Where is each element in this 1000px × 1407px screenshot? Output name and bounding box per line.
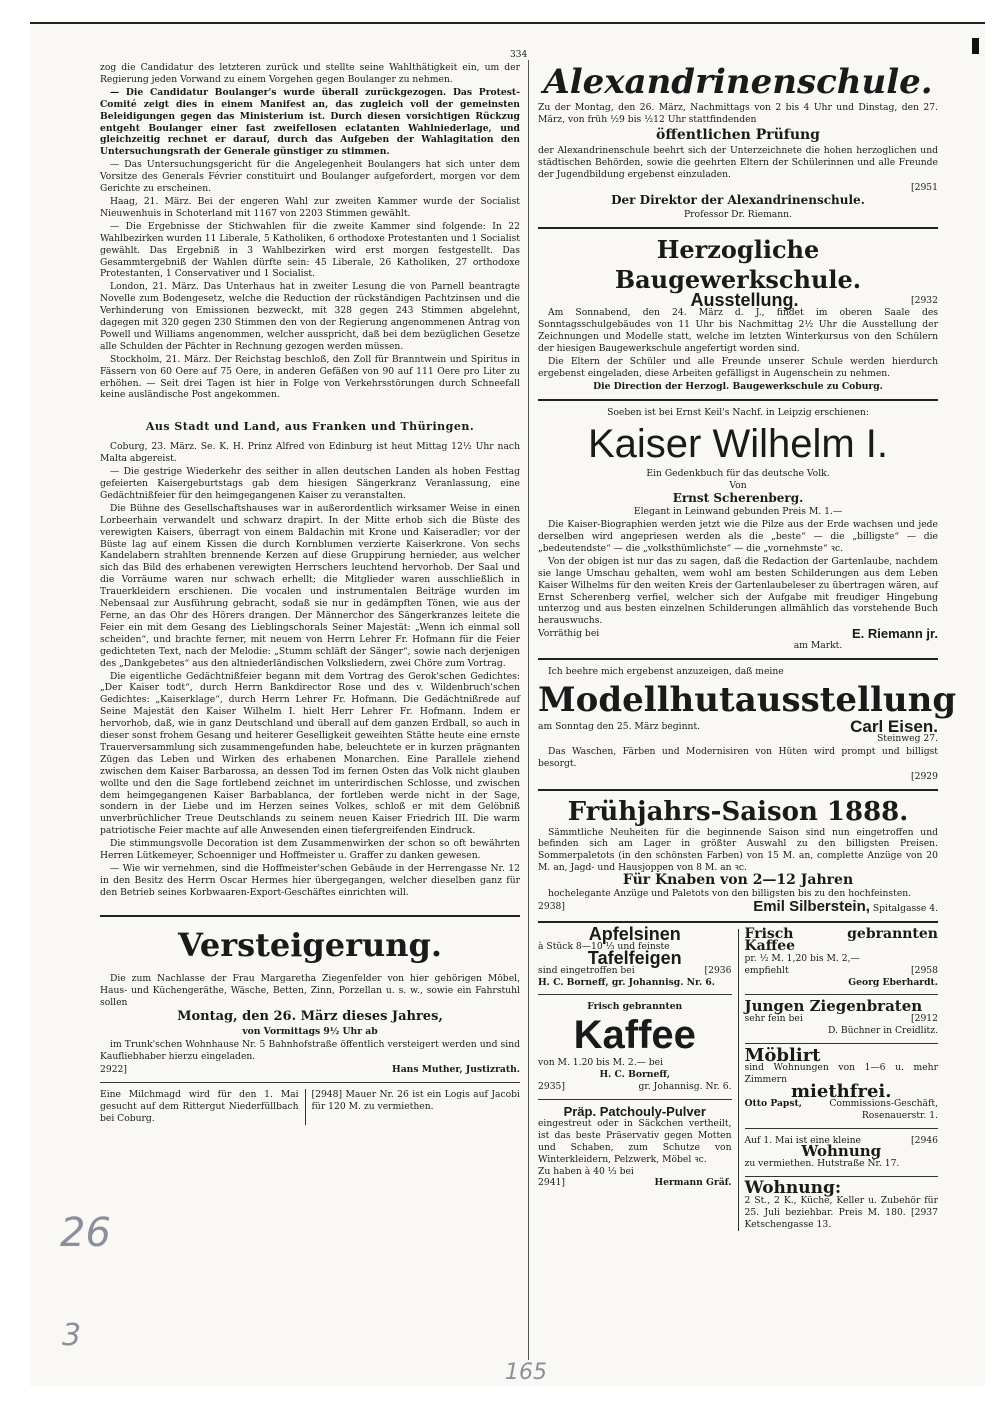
bottom-ads <box>100 1089 520 1125</box>
book-text2: Von der obigen ist nur das zu sagen, daß die Redaction der Gartenlaube, nachdem sie lange Umschau gehalten, wem wohl am besten Schilderungen aus dem Leben Kaiser Wilhelms für den weiten Kreis der Gartenlaubeleser zu übertragen wären, auf Ernst Scherenberg verfiel, welcher sich der Aufgabe mit freudiger Hingebung unterzog und aus besten einzelnen Schilderungen allmählich das vorstehende Buch herauswuchs. <box>538 555 938 627</box>
ad-rule <box>745 1128 939 1129</box>
hat-addr: Steinweg 27. <box>877 732 938 744</box>
ad-rule <box>745 1043 939 1044</box>
agent-text: Commissions-Geschäft, Rosenauerstr. 1. <box>829 1097 938 1121</box>
season-addr: Spitalgasse 4. <box>872 902 938 914</box>
coffee2-recommend: empfiehlt <box>744 964 789 976</box>
season-text: Sämmtliche Neuheiten für die beginnende Saison sind nun eingetroffen und befinden sich am Lager in größter Auswahl zu den billigsten Preisen. Sommerpaletots (in den schönsten Farben) von 15 M. an, complette Anzüge von 20 M. an, Jagd- und Hausjoppen von 8 M. an ꝛc. <box>538 826 938 874</box>
coffee-addr: gr. Johannisg. Nr. 6. <box>638 1081 732 1093</box>
book-price: Elegant in Leinwand gebunden Preis M. 1.— <box>633 506 843 518</box>
bauschule-subtitle: Ausstellung. <box>690 290 799 311</box>
small-ads-right <box>739 925 939 1231</box>
flat-text: Auf 1. Mai ist eine kleine <box>744 1134 861 1146</box>
agent-row <box>745 1098 939 1122</box>
goat-ref: [2912 <box>911 1013 938 1025</box>
patch-text: eingestreut oder in Säckchen vertheilt, ist das beste Präservativ gegen Motten und Schaben, zum Schutze von Winterkleidern, Pelzwerk, Möbel ꝛc. <box>538 1117 732 1165</box>
patch-title: Präp. Patchouly-Pulver <box>563 1104 706 1120</box>
coffee-intro: Frisch gebrannten <box>587 1001 683 1013</box>
patch-row <box>538 1177 732 1189</box>
ad-rule <box>745 1176 939 1177</box>
coffee-price: von M. 1.20 bis M. 2.— bei <box>538 1057 664 1069</box>
hat-name: Carl Eisen. <box>850 717 938 736</box>
local-paragraph: Coburg, 23. März. Se. K. H. Prinz Alfred von Edinburg ist heut Mittag 12½ Uhr nach Malta abgereist. <box>100 441 520 465</box>
bauschule-signer: Die Direction der Herzogl. Baugewerkschule zu Coburg. <box>593 380 883 392</box>
bauschule-ref: [2932 <box>911 295 938 307</box>
bauschule-text2: Die Eltern der Schüler und alle Freunde unserer Schule werden hierdurch ergebenst eingeladen, diese Arbeiten gefälligst in Augenschein zu nehmen. <box>538 355 938 379</box>
figs-title: Tafelfeigen <box>587 947 682 968</box>
flat-ref: [2946 <box>911 1134 938 1146</box>
left-column <box>100 62 520 1125</box>
school-text: Zu der Montag, den 26. März, Nachmittags von 2 bis 4 Uhr und Dinstag, den 27. März, von früh ½9 bis ½12 Uhr stattfindenden <box>538 102 938 125</box>
school-title: Alexandrinenschule. <box>543 62 933 102</box>
flat-title: Wohnung <box>801 1142 882 1161</box>
right-column <box>538 62 957 1231</box>
auction-ad <box>100 925 520 1076</box>
coffee-ref: 2935] <box>538 1081 565 1093</box>
school-prof: Professor Dr. Riemann. <box>683 209 793 221</box>
ad-rule <box>538 921 938 923</box>
agent-name: Otto Papst, <box>744 1097 802 1109</box>
coffee2-seller: Georg Eberhardt. <box>848 976 938 988</box>
auction-date: Montag, den 26. März dieses Jahres, <box>177 1009 443 1025</box>
goat-text: sehr fein bei <box>744 1013 803 1025</box>
coffee-row <box>538 1081 732 1093</box>
book-seller-loc: am Markt. <box>793 640 843 652</box>
furnished-title: Möblirt <box>744 1045 821 1067</box>
book-intro: Soeben ist bei Ernst Keil's Nachf. in Leipzig erschienen: <box>607 406 869 418</box>
book-von: Von <box>729 480 747 492</box>
flat-tail: zu vermiethen. Hutstraße Nr. 17. <box>744 1158 900 1170</box>
furnished-text: sind Wohnungen von 1—6 u. mehr Zimmern <box>744 1062 938 1085</box>
column-divider <box>528 60 529 1360</box>
goat-row <box>745 1013 939 1025</box>
season-title: Frühjahrs-Saison 1888. <box>567 796 909 827</box>
book-subtitle: Ein Gedenkbuch für das deutsche Volk. <box>646 467 830 479</box>
news-paragraph: Stockholm, 21. März. Der Reichstag beschloß, den Zoll für Branntwein und Spiritus in Fässern von 60 Oere auf 75 Oere, in anderen Gefäßen von 90 auf 111 Oere pro Liter zu erhöhen. — Seit drei Tagen ist hier in Folge von Verkehrsstörungen durch Schneefall keine ausländische Post angekommen. <box>100 353 520 401</box>
local-paragraph: Die eigentliche Gedächtnißfeier begann mit dem Vortrag des Gerok'schen Gedichtes: „Der Kaiser todt“, durch Herrn Bankdirector Rose und des v. Wildenbruch'schen Gedichtes: „Kaiserklage“, durch Herrn Lehrer Fr. Hofmann. Die Gedächtnißrede auf Seine Majestät den Kaiser Wilhelm I. hielt Herr Lehrer Fr. Hofmann. Indem er hervorhob, daß, wie in ganz Deutschland und überall auf dem ganzen Erdball, so auch in dieser sonst frohem Gesang und heiterer Geselligkeit geweihten Stätte heute eine ernste Trauerversammlung sich zusammengefunden habe, beleuchtete er in kurzen prägnanten Zügen das Leben und Wirken des erhabenen Monarchen. Eine Parallele ziehend zwischen dem Kaiser Barbarossa, an dessen Tod im fernen Osten das Volk nicht glauben wollte und den die Sage fortlebend zeichnet im unterirdischen Schlosse, und zwischen dem heimgegangenen Kaiser Barbablanca, der fortleben werde nicht in der Sage, sondern in der Liebe und im Herzen seines Volkes, schloß er mit dem Gelöbniß unverbrüchlicher Treue Deutschlands zu seinem neuen Kaiser Friedrich III. Die warm patriotische Feier machte auf alle Anwesenden einen tiefergreifenden Eindruck. <box>100 670 520 837</box>
pencil-annotation: 165 <box>505 1360 547 1385</box>
local-paragraph: Die Bühne des Gesellschaftshauses war in außerordentlich wirksamer Weise in einen Lorbeerhain verwandelt und schwarz drapirt. In der Mitte erhob sich die Büste des verewigten Kaisers, überragt von einem Baldachin mit Krone und Kaiseradler; vor der Büste lag auf einem Kissen die durch Kornblumen verzierte Kaiserkrone. Von sechs Kandelabern strahlten brennende Kerzen auf diese Gruppirung hernieder, aus welcher sich das Bild des erhabenen verewigten Herrschers leuchtend hervorhob. Der Saal und die Vorräume waren nur schwach erhellt; die Mitglieder waren ausschließlich in Trauerkleidern erschienen. Die vocalen und instrumentalen Beiträge wurden im Nebensaal zur Ausführung gebracht, sodaß sie nur in gedämpften Tönen, wie aus der Ferne, an das Ohr des Hörers drangen. Der Männerchor des Sängerkranzes leitete die Feier ein mit dem Gesang des Lieblingschorals Seiner Majestät: „Wenn ich einmal soll scheiden“, und brachte ferner, mit neuem von Herrn Lehrer Fr. Hofmann für die Feier gedichteten Text, nach der Melodie: „Stumm schläft der Sänger“, sowie nach derjenigen des „Dankgebetes“ aus den altniederländischen Volksliedern, zwei Chöre zum Vortrag. <box>100 502 520 669</box>
hat-ref: [2929 <box>911 770 938 782</box>
auction-ref: 2922] <box>100 1064 127 1076</box>
ad-rule <box>100 915 520 917</box>
patch-seller: Hermann Gräf. <box>654 1177 732 1189</box>
coffee-title: Kaffee <box>573 1013 696 1058</box>
season-boys-text: hochelegante Anzüge und Paletots von den billigsten bis zu den hochfeinsten. <box>548 888 912 900</box>
bauschule-subrow <box>538 290 938 311</box>
school-text2: der Alexandrinenschule beehrt sich der Unterzeichnete die hohen herzoglichen und städtischen Behörden, sowie die geehrten Eltern der Schülerinnen und alle Freunde der Jugendbildung ergebenst einzuladen. <box>538 144 938 180</box>
intro-text: zog die Candidatur des letzteren zurück und stellte seine Wahlthätigkeit ein, um der Regierung jeden Vorwand zu einem Vorgehen gegen Boulanger zu nehmen. <box>100 62 520 85</box>
coffee2-ref: [2958 <box>911 964 938 976</box>
pencil-annotation: 26 <box>60 1210 111 1256</box>
news-paragraph: London, 21. März. Das Unterhaus hat in zweiter Lesung die von Parnell beantragte Novelle zum Bodengesetz, welche die Reduction der rückständigen Pachtzinsen und die Verhinderung von Emissionen bezweckt, mit 328 gegen 243 Stimmen abgelehnt, dagegen mit 320 gegen 230 Stimmen den von der Regierung angenommenen Antrag von Powell und Williams angenommen, welcher ausspricht, daß bei dem bezüglichen Gesetze alle Schulden der Pächter in Rechnung gezogen werden müssen. <box>100 281 520 352</box>
scan-mark <box>972 38 979 54</box>
fruit-text: sind eingetroffen bei <box>538 964 635 976</box>
season-boys: Für Knaben von 2—12 Jahren <box>622 872 854 889</box>
flat2-text: 2 St., 2 K., Küche, Keller u. Zubehör für 25. Juli beziehbar. Preis M. 180. [2937 Ketschengasse 13. <box>744 1195 938 1230</box>
coffee2-title: Frisch gebrannten Kaffee <box>744 925 938 954</box>
coffee-seller: H. C. Borneff, <box>599 1069 671 1081</box>
ad-rule <box>538 994 732 995</box>
news-paragraph: — Das Untersuchungsgericht für die Angelegenheit Boulangers hat sich unter dem Vorsitze des Generals Février constituirt und Boulanger aufgefordert, morgen vor dem Gerichte zu erscheinen. <box>100 159 520 195</box>
bauschule-title: Herzogliche Baugewerkschule. <box>614 235 862 295</box>
school-ref: [2951 <box>911 181 938 193</box>
book-author: Ernst Scherenberg. <box>672 491 804 506</box>
section-heading: Aus Stadt und Land, aus Franken und Thüringen. <box>145 420 475 434</box>
milkmaid-ad: Eine Milchmagd wird für den 1. Mai gesucht auf dem Rittergut Niederfüllbach bei Coburg. <box>100 1089 306 1125</box>
ad-rule <box>745 994 939 995</box>
local-paragraph: Die stimmungsvolle Decoration ist dem Zusammenwirken der schon so oft bewährten Herren Lütkemeyer, Schoenniger und Hoffmeister u. Graffer zu danken gewesen. <box>100 838 520 862</box>
fruit-seller: H. C. Borneff, gr. Johannisg. Nr. 6. <box>538 976 715 988</box>
hat-text: Das Waschen, Färben und Modernisiren von Hüten wird prompt und billigst besorgt. <box>538 745 938 769</box>
patch-price: Zu haben à 40 ⅓ bei <box>538 1165 634 1177</box>
book-text: Die Kaiser-Biographien werden jetzt wie die Pilze aus der Erde wachsen und jede derselben wird angepriesen werden als die „beste“ — die „billigste“ — die „bedeutendste“ — die „volksthümlichste“ — die „vornehmste“ ꝛc. <box>538 519 938 554</box>
page-number: 334 <box>510 50 528 60</box>
fruit-title: Apfelsinen <box>588 923 681 944</box>
small-ads-grid <box>538 923 938 1231</box>
auction-time: von Vormittags 9½ Uhr ab <box>242 1026 378 1038</box>
news-paragraph: — Die Ergebnisse der Stichwahlen für die zweite Kammer sind folgende: In 22 Wahlbezirken wurden 11 Liberale, 5 Katholiken, 6 orthodoxe Protestanten und 1 Socialist gewählt. Das Ergebniß in 3 Wahlbezirken wird erst morgen festgestellt. Das Gesammtergebniß der Wahlen dürfte sein: 45 Liberale, 26 Katholiken, 27 orthodoxe Protestanten, 1 Conservativer und 1 Socialist. <box>100 220 520 280</box>
book-title: Kaiser Wilhelm I. <box>587 421 889 466</box>
book-seller-row <box>538 628 938 640</box>
auction-footer <box>100 1064 520 1076</box>
season-ref: 2938] <box>538 900 565 912</box>
ad-rule <box>538 658 938 660</box>
patch-ref: 2941] <box>538 1177 565 1189</box>
school-ref-row <box>538 182 938 194</box>
school-director: Der Direktor der Alexandrinenschule. <box>611 193 865 208</box>
ad-rule <box>538 789 938 791</box>
auction-title: Versteigerung. <box>177 925 443 964</box>
school-exam: öffentlichen Prüfung <box>656 126 820 143</box>
auction-signer: Hans Muther, Justizrath. <box>392 1064 520 1076</box>
news-paragraph: Haag, 21. März. Bei der engeren Wahl zur zweiten Kammer wurde der Socialist Nieuwenhuis in Schoterland mit 1167 von 2203 Stimmen gewählt. <box>100 195 520 219</box>
fruit-row <box>538 965 732 977</box>
goat-seller: D. Büchner in Creidlitz. <box>827 1025 938 1037</box>
auction-body: im Trunk'schen Wohnhause Nr. 5 Bahnhofstraße öffentlich versteigert werden und sind Kaufliebhaber hierzu eingeladen. <box>100 1039 520 1063</box>
ad-rule <box>538 227 938 229</box>
book-seller: E. Riemann jr. <box>852 626 938 642</box>
lodging-ad: [2948] Mauer Nr. 26 ist ein Logis auf Jacobi für 120 M. zu vermiethen. <box>311 1089 520 1112</box>
hat-date: am Sonntag den 25. März beginnt. <box>538 721 701 732</box>
hat-row <box>538 717 938 736</box>
boulanger-paragraph: — Die Candidatur Boulanger's wurde überall zurückgezogen. Das Protest-Comité zeigt dies in einem Manifest an, das zugleich voll der gemeinsten Beleidigungen gegen das Ministerium ist. Durch diesen vorsichtigen Rückzug entgeht Boulanger einer fast zweifellosen eclatanten Wahlniederlage, und gleichzeitig rechnet er darauf, durch das Aufgeben der Wahlagitation den Untersuchungsrath der Generale günstiger zu stimmen. <box>100 86 520 158</box>
hat-intro: Ich beehre mich ergebenst anzuzeigen, daß meine <box>548 666 784 678</box>
hat-title: Modellhutausstellung <box>538 680 957 720</box>
auction-body: Die zum Nachlasse der Frau Margaretha Ziegenfelder von hier gehörigen Möbel, Haus- und Küchengeräthe, Wäsche, Betten, Zinn, Porzellan u. s. w., sowie ein Fahrstuhl sollen <box>100 972 520 1008</box>
flat2-title: Wohnung: <box>744 1178 842 1199</box>
bauschule-text: Am Sonnabend, den 24. März d. J., findet im oberen Saale des Sonntagsschulgebäudes von 11 Uhr bis Nachmittag 2½ Uhr die Ausstellung der Zeichnungen und Modelle statt, welche im letzten Winterkursus von den Schülern der hiesigen Baugewerkschule angefertigt worden sind. <box>538 307 938 354</box>
local-paragraph: — Die gestrige Wiederkehr des seither in allen deutschen Landen als hoben Festtag gefeierten Kaisergeburtstags gab dem hiesigen Sängerkranz Veranlassung, eine Gedächtnißfeier für den heimgegangenen Kaiser zu veranstalten. <box>100 466 520 501</box>
book-stock: Vorräthig bei <box>538 628 600 640</box>
fruit-ref: [2936 <box>704 964 732 976</box>
season-seller: Emil Silberstein, <box>753 897 870 915</box>
furnished-free: miethfrei. <box>790 1080 892 1102</box>
season-footer <box>538 897 938 915</box>
goat-title: Jungen Ziegenbraten <box>744 997 923 1016</box>
ad-rule <box>100 1082 520 1083</box>
ad-rule <box>538 1099 732 1100</box>
pencil-annotation: 3 <box>62 1318 82 1353</box>
fruit-price: à Stück 8—10 ⅓ und feinste <box>538 940 670 952</box>
coffee2-row <box>745 965 939 977</box>
small-ads-left <box>538 923 739 1231</box>
coffee2-price: pr. ½ M. 1,20 bis M. 2,— <box>744 952 860 964</box>
local-paragraph: — Wie wir vernehmen, sind die Hoffmeister'schen Gebäude in der Herrengasse Nr. 12 in den Besitz des Herrn Oscar Hermes hier übergegangen, welcher dieselben ganz für den Betrieb seines Korbwaaren-Export-Geschäftes einrichten will. <box>100 863 520 898</box>
ad-rule <box>538 399 938 401</box>
